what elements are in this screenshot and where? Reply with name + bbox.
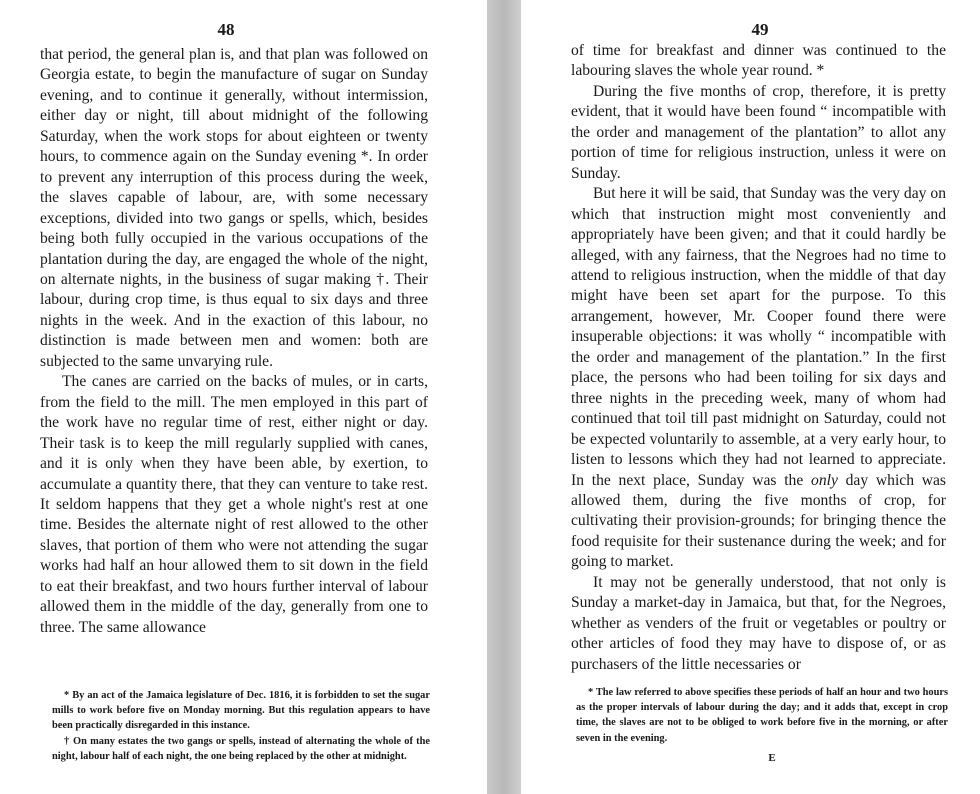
signature-mark: E [768,752,776,764]
paragraph: The canes are carried on the backs of mules, or in carts, from the field to the mill. The men employed in this part of the work have no regular time of rest, either night or day. Their task is to keep the mill regularly supplied with canes, and it is only when they have been able, by exertion, to accumulate a quantity there, that they can venture to take rest. It seldom happens that they get a whole night's rest at one time. Besides the alternate night of rest allowed to the other slaves, that portion of them who were not attending the sugar works had half an hour allowed them to sit down in the field to eat their breakfast, and two hours further interval of labour allowed them in the middle of the day, generally from one to three. The same allowance [40,373,428,636]
book-gutter [487,0,521,794]
emphasized-word: only [811,471,838,489]
paragraph: During the five months of crop, therefore, it is pretty evident, that it would have been found “ incompatible with the order and management of the plantation” to allot any portion of time for religious instruction, unless it were on Sunday. [571,82,946,182]
paragraph [571,184,946,573]
footnote: † On many estates the two gangs or spells, instead of alternating the whole of the night, labour half of each night, the one being replaced by the other at midnight. [52,735,430,762]
paragraph: It may not be generally understood, that not only is Sunday a market-day in Jamaica, but that, for the Negroes, whether as venders of the fruit or vegetables or poultry or other articles of food they may have to dispose of, or as purchasers of the little necessaries or [571,573,946,673]
footnote: * By an act of the Jamaica legislature of Dec. 1816, it is forbidden to set the sugar mills to work before five on Monday morning. But this regulation appears to have been practically disregarded in this instance. [52,690,430,732]
paragraph: that period, the general plan is, and that plan was followed on Georgia estate, to begin the manufacture of sugar on Sunday evening, and to continue it generally, without intermission, either day or night, till about midnight of the following Saturday, when the work stops for about eighteen or twenty hours, to commence again on the Sunday evening *. In order to prevent any interruption of this process during the week, the slaves capable of labour, are, with some necessary exceptions, divided into two gangs or spells, which, besides being both fully occupied in the various occupations of the plantation during the day, are engaged the whole of the night, on alternate nights, in the business of sugar making †. Their labour, during crop time, is thus equal to six days and three nights in the week. And in the exaction of this labour, no distinction is made between men and women: both are subjected to the same unvarying rule. [40,46,428,370]
body-text [571,41,946,675]
body-text [40,45,428,638]
page-number: 48 [217,20,235,39]
paragraph-text: But here it will be said, that Sunday was the very day on which that instruction might most conveniently and appropriately have been given; and that it could hardly be alleged, with any fairness, that the Negroes had no time to attend to religious instruction, when the middle of that day might have been set apart for the purpose. To this arrangement, however, Mr. Cooper found there were insuperable objections: it was wholly “ incompatible with the order and management of the plantation.” In the first place, the persons who had been toiling for six days and three nights in the preceding week, many of whom had continued that toil till past midnight on Saturday, could not be expected voluntarily to assemble, at a very early hour, to listen to lessons which they had not learned to appreciate. In the next place, Sunday was the [571,185,946,489]
paragraph: of time for breakfast and dinner was continued to the labouring slaves the whole year round. * [571,42,946,80]
footnotes [576,685,948,746]
page-number: 49 [751,20,769,39]
paragraph-text: day which was allowed them, during the five months of crop, for cultivating their provision-grounds; for bringing thence the food requisite for their sustenance during the week; and for going to market. [571,471,946,571]
left-page [0,0,487,794]
footnotes [52,688,430,764]
footnote: * The law referred to above specifies these periods of half an hour and two hours as the proper intervals of labour during the day; and it adds that, except in crop time, the slaves are not to be obliged to work before five in the morning, or after seven in the evening. [576,687,948,744]
